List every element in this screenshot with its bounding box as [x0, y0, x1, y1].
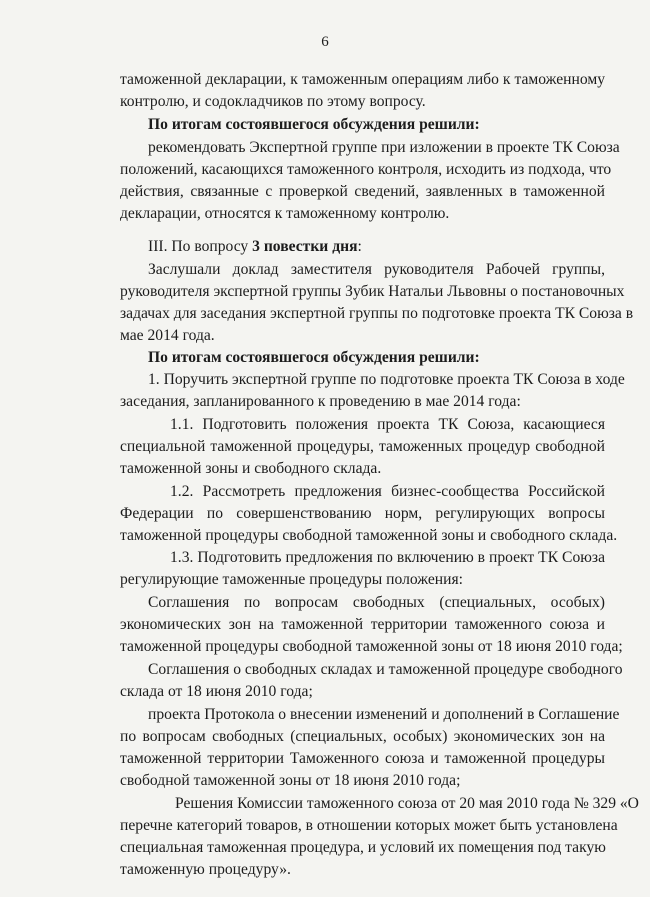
text-line: 1. Поручить экспертной группе по подготовке проекта ТК Союза в ходе [148, 371, 625, 388]
text-line: Заслушали доклад заместителя руководителя Рабочей группы, [148, 261, 605, 278]
text-line: рекомендовать Экспертной группе при изложении в проекте ТК Союза [148, 139, 620, 156]
text-line: регулирующие таможенные процедуры положения: [120, 571, 463, 588]
page-number: 6 [321, 34, 329, 50]
text-line: Федерации по совершенствованию норм, регулирующих вопросы [120, 505, 605, 522]
text-line: положений, касающихся таможенного контроля, исходить из подхода, что [120, 161, 612, 178]
decision-heading: По итогам состоявшегося обсуждения решили: [148, 349, 480, 366]
text-line: специальной таможенной процедуры, таможенных процедур свободной [120, 438, 605, 455]
text-line: свободной таможенной зоны от 18 июня 2010 года; [120, 772, 461, 789]
text-line: заседания, запланированного к проведению в мае 2014 года: [120, 393, 521, 410]
agenda-item-colon: : [357, 238, 362, 255]
text-line: Соглашения о свободных складах и таможенной процедуре свободного [148, 661, 623, 678]
agenda-item-heading [148, 237, 605, 257]
text-line: проекта Протокола о внесении изменений и дополнений в Соглашение [148, 706, 620, 723]
text-line: Соглашения по вопросам свободных (специальных, особых) [148, 594, 605, 611]
decision-heading: По итогам состоявшегося обсуждения решили: [148, 116, 480, 133]
text-line: декларации, относятся к таможенному контролю. [120, 205, 450, 222]
text-line: по вопросам свободных (специальных, особых) экономических зон на [120, 728, 605, 745]
text-line: перечне категорий товаров, в отношении которых может быть установлена [120, 817, 618, 834]
text-line: специальная таможенная процедура, и условий их помещения под такую [120, 839, 606, 856]
text-line: мае 2014 года. [120, 327, 215, 344]
text-line: 1.3. Подготовить предложения по включению в проект ТК Союза [170, 549, 605, 566]
text-line: контролю, и содокладчиков по этому вопросу. [120, 93, 426, 110]
text-line: таможенной зоны и свободного склада. [120, 460, 382, 477]
text-line: руководителя экспертной группы Зубик Натальи Львовны о постановочных [120, 283, 625, 300]
agenda-item-prefix: III. По вопросу [148, 238, 253, 255]
text-line: склада от 18 июня 2010 года; [120, 683, 313, 700]
text-line: таможенной территории Таможенного союза и таможенной процедуры [120, 750, 605, 767]
text-line: таможенной процедуры свободной таможенной зоны от 18 июня 2010 года; [120, 638, 623, 655]
text-line: таможенной декларации, к таможенным операциям либо к таможенному [120, 71, 605, 88]
text-line: таможенной процедуры свободной таможенной зоны и свободного склада. [120, 527, 618, 544]
text-line: таможенную процедуру». [120, 861, 291, 878]
agenda-item-number: 3 повестки дня [252, 238, 358, 255]
text-line: 1.2. Рассмотреть предложения бизнес-сообщества Российской [170, 483, 605, 500]
text-line: Решения Комиссии таможенного союза от 20 мая 2010 года № 329 «О [175, 795, 639, 812]
text-line: задачах для заседания экспертной группы по подготовке проекта ТК Союза в [120, 305, 634, 322]
text-line: действия, связанные с проверкой сведений, заявленных в таможенной [120, 183, 605, 200]
text-line: 1.1. Подготовить положения проекта ТК Союза, касающиеся [170, 416, 605, 433]
text-line: экономических зон на таможенной территории таможенного союза и [120, 616, 605, 633]
